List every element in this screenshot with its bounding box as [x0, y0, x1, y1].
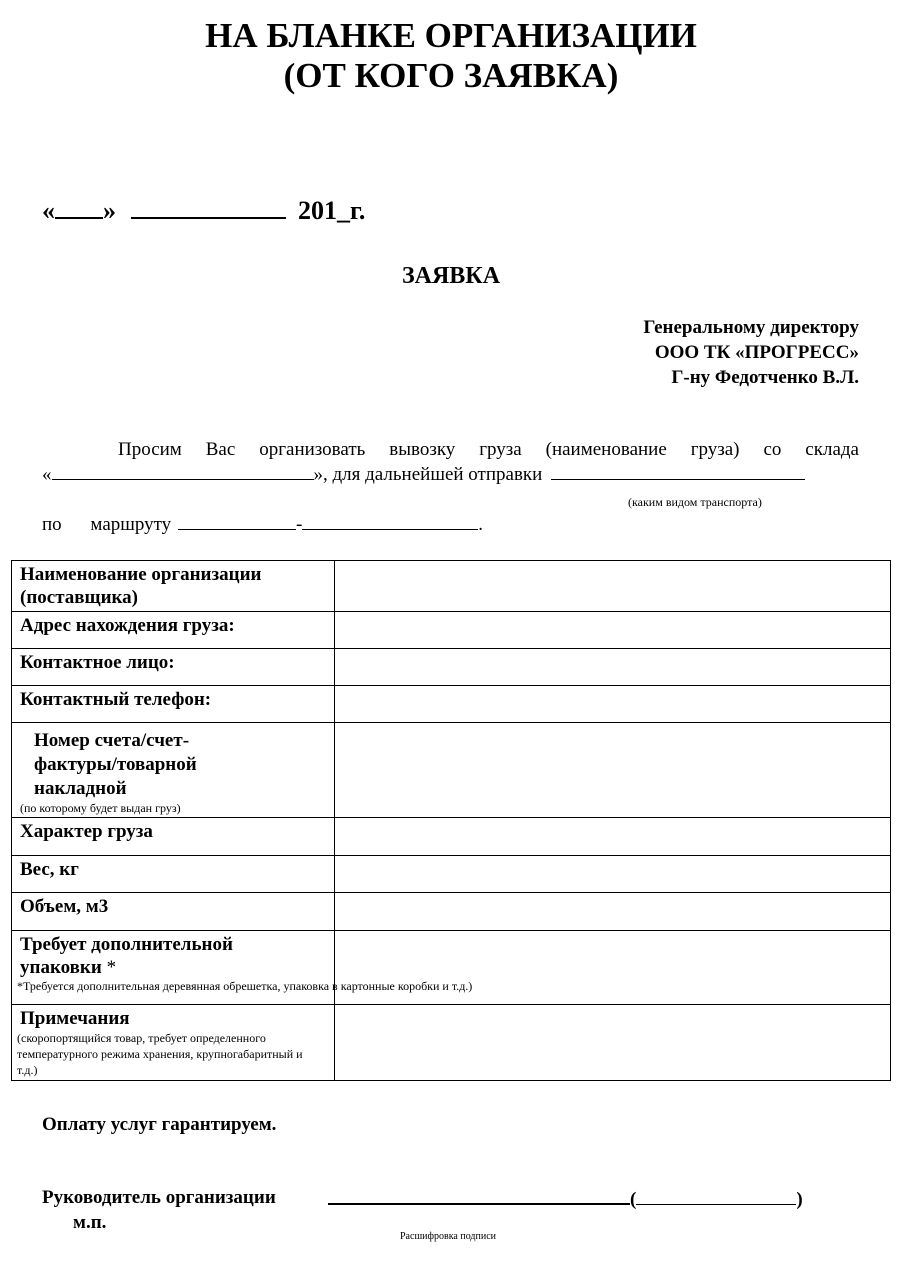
stamp-label: м.п.	[73, 1212, 107, 1233]
cargo-type-value[interactable]	[335, 818, 891, 856]
invoice-number-note: (по которому будет выдан груз)	[20, 801, 181, 815]
notes-value[interactable]	[335, 1005, 891, 1081]
route-word: маршруту	[90, 514, 172, 535]
month-blank[interactable]	[131, 200, 286, 219]
transport-hint: (каким видом транспорта)	[628, 495, 762, 509]
invoice-number-cell	[12, 723, 335, 818]
contact-person-value[interactable]	[335, 649, 891, 686]
table-row	[12, 856, 891, 893]
table-row	[12, 931, 891, 1005]
weight-value[interactable]	[335, 856, 891, 893]
date-close-quote: »	[103, 196, 116, 225]
invoice-number-value[interactable]	[335, 723, 891, 818]
packaging-label: Требует дополнительной упаковки	[20, 934, 233, 978]
table-row	[12, 723, 891, 818]
signature-line	[328, 1186, 803, 1211]
signature-decode-blank[interactable]	[636, 1187, 796, 1205]
table-row	[12, 612, 891, 649]
route-end: .	[478, 514, 484, 535]
paren-open: (	[630, 1189, 637, 1210]
packaging-asterisk: *	[101, 957, 117, 978]
weight-label: Вес, кг	[12, 856, 335, 893]
volume-value[interactable]	[335, 893, 891, 931]
document-title: ЗАЯВКА	[401, 263, 501, 289]
warehouse-open-quote: «	[42, 464, 52, 485]
packaging-cell	[12, 931, 473, 1005]
table-row	[12, 1005, 891, 1081]
route-from-blank[interactable]	[178, 512, 296, 530]
head-signature-label: Руководитель организации	[42, 1187, 276, 1208]
contact-person-label: Контактное лицо:	[12, 649, 335, 686]
route-dash: -	[295, 514, 303, 535]
warehouse-blank[interactable]	[52, 462, 314, 480]
notes-cell	[12, 1005, 335, 1081]
date-line	[42, 196, 365, 226]
signature-decode-hint: Расшифровка подписи	[400, 1231, 496, 1242]
route-to-blank[interactable]	[302, 512, 478, 530]
table-row	[12, 818, 891, 856]
cargo-type-label: Характер груза	[12, 818, 335, 856]
packaging-value[interactable]	[335, 931, 891, 1005]
payment-guarantee: Оплату услуг гарантируем.	[42, 1114, 277, 1135]
packaging-note: *Требуется дополнительная деревянная обрешетка, упаковка в картонные коробки и т.д.)	[17, 979, 473, 993]
letterhead-line-1: НА БЛАНКЕ ОРГАНИЗАЦИИ	[205, 16, 697, 55]
notes-note: (скоропортящийся товар, требует определенного температурного режима хранения, крупногабаритный и т.д.)	[17, 1031, 303, 1077]
addressee-line-1: Генеральному директору	[643, 317, 859, 338]
addressee-line-3: Г-ну Федотченко В.Л.	[671, 367, 859, 388]
date-year: 201_г.	[298, 196, 366, 225]
date-open-quote: «	[42, 196, 55, 225]
contact-phone-label: Контактный телефон:	[12, 686, 335, 723]
addressee-line-2: ООО ТК «ПРОГРЕСС»	[654, 342, 859, 363]
cargo-address-value[interactable]	[335, 612, 891, 649]
route-po: по	[42, 514, 62, 535]
org-name-label: Наименование организации (поставщика)	[12, 561, 335, 612]
request-line-3	[42, 512, 483, 536]
paren-close: )	[796, 1189, 803, 1210]
table-row	[12, 649, 891, 686]
request-line-2-text: », для дальнейшей отправки	[313, 464, 543, 485]
day-blank[interactable]	[55, 200, 103, 219]
request-line-2	[42, 462, 805, 486]
org-name-value[interactable]	[335, 561, 891, 612]
transport-blank[interactable]	[551, 462, 805, 480]
cargo-address-label: Адрес нахождения груза:	[12, 612, 335, 649]
table-row	[12, 561, 891, 612]
table-row	[12, 893, 891, 931]
request-form-table	[11, 560, 891, 1081]
request-line-1: Просим Вас организовать вывозку груза (наименование груза) со склада	[118, 439, 859, 460]
letterhead-line-2: (ОТ КОГО ЗАЯВКА)	[283, 56, 619, 95]
invoice-number-label: Номер счета/счет-фактуры/товарной накладной	[34, 730, 197, 799]
volume-label: Объем, м3	[12, 893, 335, 931]
table-row	[12, 686, 891, 723]
notes-label: Примечания	[20, 1008, 130, 1029]
signature-blank[interactable]	[328, 1186, 630, 1205]
packaging-label-wrap	[20, 933, 280, 979]
contact-phone-value[interactable]	[335, 686, 891, 723]
